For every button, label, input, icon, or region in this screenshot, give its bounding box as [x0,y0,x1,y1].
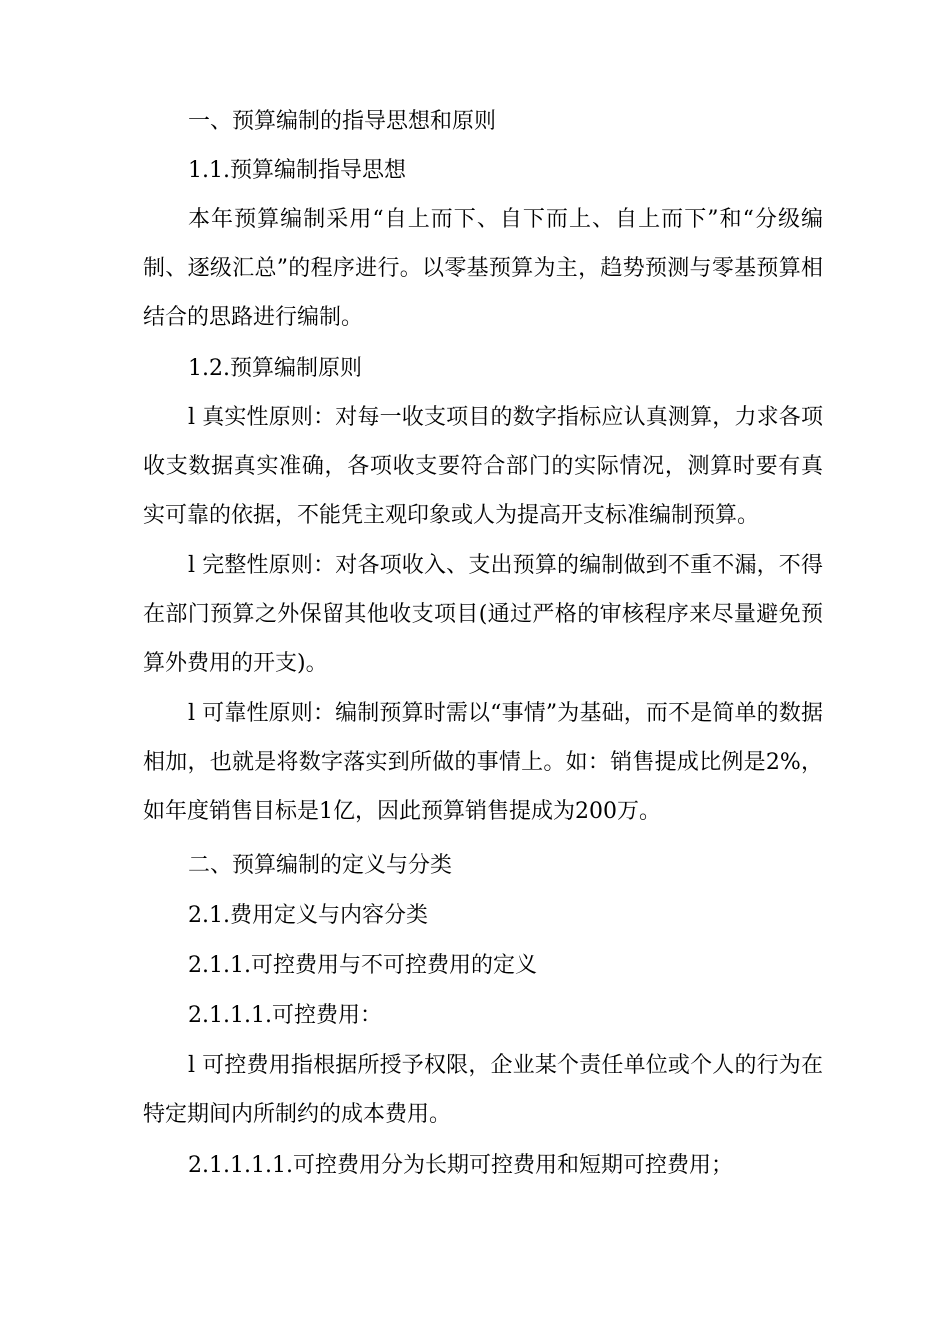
heading-2-1-1-1: 2.1.1.1.可控费用： [188,1003,382,1028]
heading-section-2: 二、预算编制的定义与分类 [188,853,453,878]
heading-1-2: 1.2.预算编制原则 [188,356,362,381]
heading-2-1-1: 2.1.1.可控费用与不可控费用的定义 [188,953,537,978]
paragraph-completeness-principle: l 完整性原则：对各项收入、支出预算的编制做到不重不漏，不得在部门预算之外保留其他收支项目(通过严格的审核程序来尽量避免预算外费用的开支)。 [143,553,823,676]
paragraph-authenticity-principle: l 真实性原则：对每一收支项目的数字指标应认真测算，力求各项收支数据真实准确，各项收支要符合部门的实际情况，测算时要有真实可靠的依据，不能凭主观印象或人为提高开支标准编制预算。 [143,405,823,528]
paragraph-controllable-cost-definition: l 可控费用指根据所授予权限，企业某个责任单位或个人的行为在特定期间内所制约的成本费用。 [143,1053,823,1127]
heading-section-1: 一、预算编制的指导思想和原则 [188,109,497,134]
heading-2-1: 2.1.费用定义与内容分类 [188,903,428,928]
heading-1-1: 1.1.预算编制指导思想 [188,158,406,183]
paragraph-reliability-principle: l 可靠性原则：编制预算时需以“事情”为基础，而不是简单的数据相加，也就是将数字落实到所做的事情上。如：销售提成比例是2%，如年度销售目标是1亿，因此预算销售提成为200万。 [143,701,823,824]
heading-2-1-1-1-1: 2.1.1.1.1.可控费用分为长期可控费用和短期可控费用； [188,1153,733,1178]
paragraph-guiding-ideology: 本年预算编制采用“自上而下、自下而上、自上而下”和“分级编制、逐级汇总”的程序进行。以零基预算为主，趋势预测与零基预算相结合的思路进行编制。 [143,207,823,330]
